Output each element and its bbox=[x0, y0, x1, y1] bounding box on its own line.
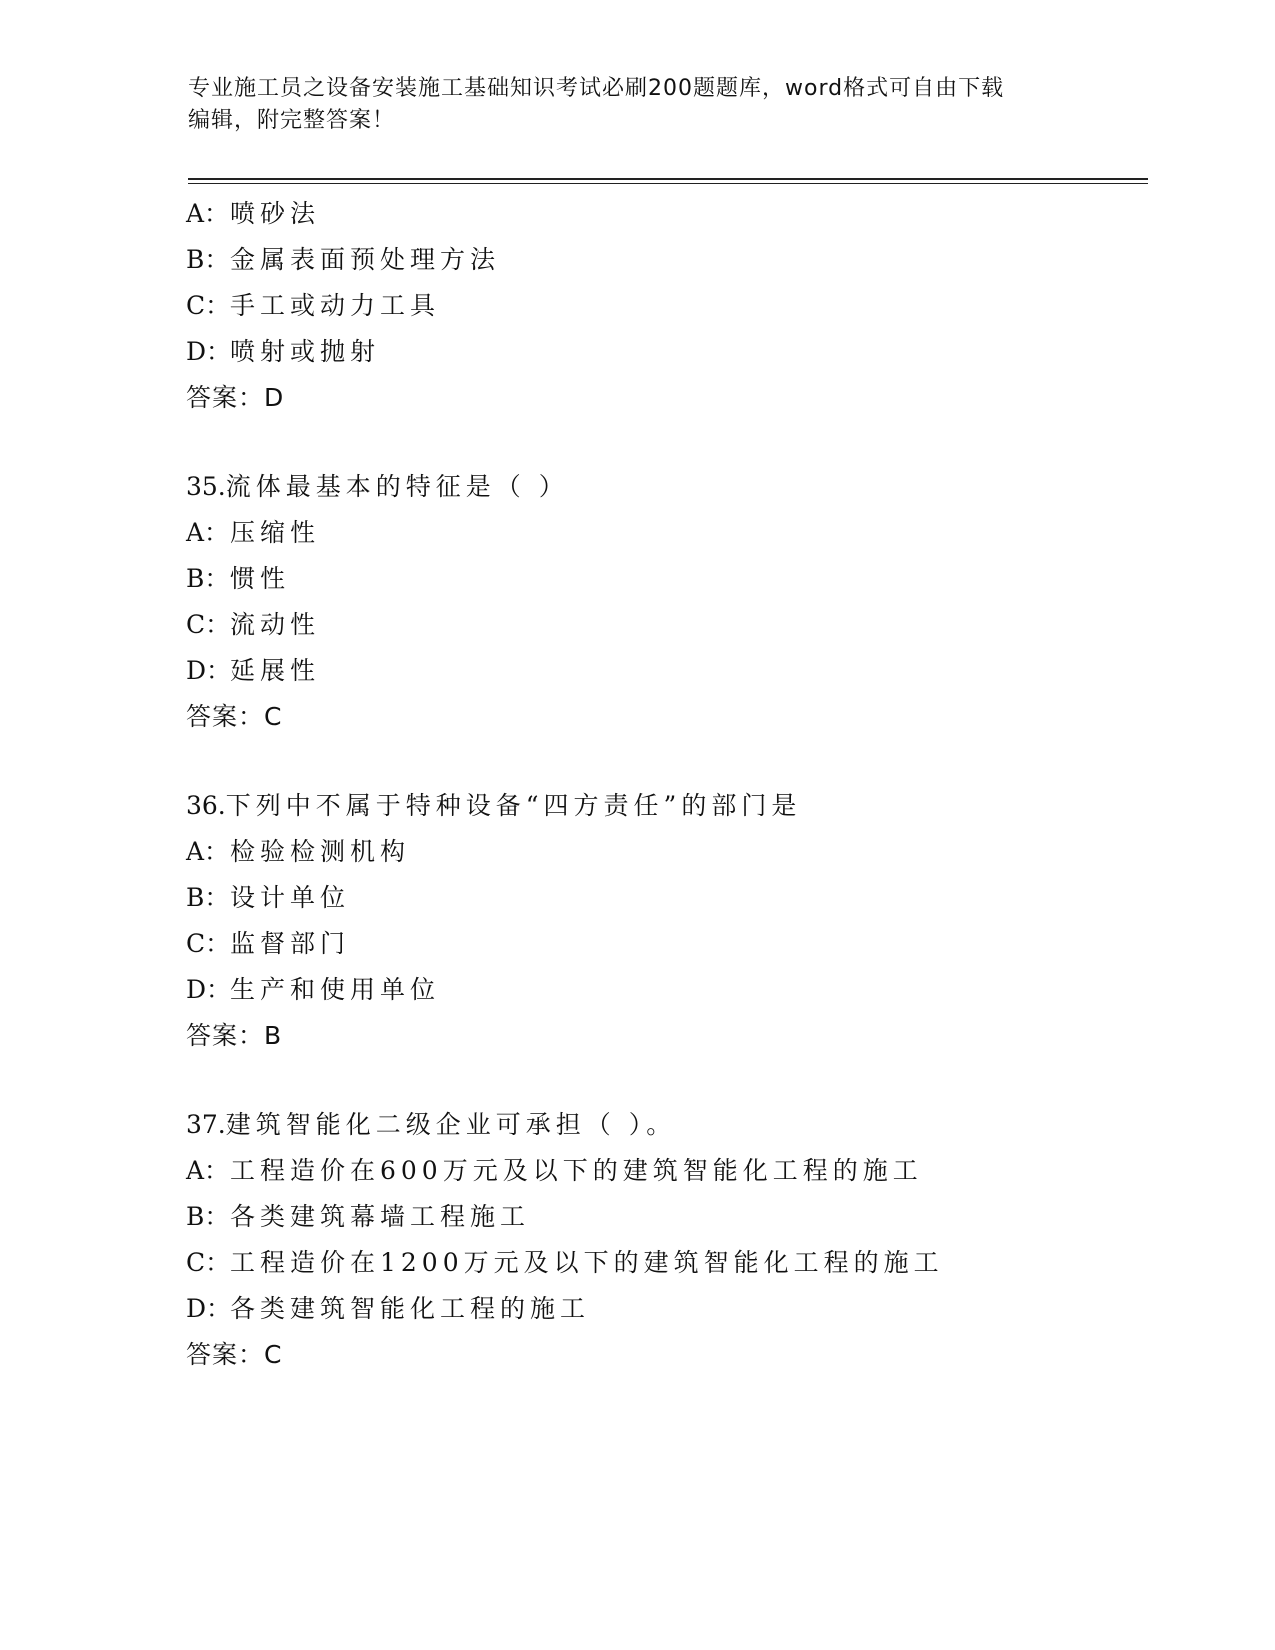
option-letter: C： bbox=[186, 291, 231, 320]
option-text: 工程造价在600万元及以下的建筑智能化工程的施工 bbox=[230, 1156, 923, 1185]
option-letter: D： bbox=[186, 1294, 232, 1323]
option-a bbox=[186, 510, 1146, 556]
option-text: 延展性 bbox=[230, 656, 321, 685]
header-divider-thin bbox=[188, 183, 1148, 184]
option-c bbox=[186, 921, 1146, 967]
option-text: 流动性 bbox=[230, 610, 321, 639]
answer-line: 答案：D bbox=[186, 383, 285, 412]
answer-line: 答案：B bbox=[186, 1021, 283, 1050]
option-letter: B： bbox=[186, 245, 230, 274]
header-title-line-1: 专业施工员之设备安装施工基础知识考试必刷200题题库，word格式可自由下载 bbox=[188, 76, 1005, 101]
question-number: 35. bbox=[186, 472, 226, 501]
option-a bbox=[186, 1148, 1146, 1194]
question-number: 37. bbox=[186, 1110, 226, 1139]
option-letter: D： bbox=[186, 337, 232, 366]
question-text: 下列中不属于特种设备“四方责任”的部门是 bbox=[225, 791, 802, 820]
option-letter: A： bbox=[186, 1156, 230, 1185]
question-list bbox=[186, 191, 1146, 1378]
option-a bbox=[186, 191, 1146, 237]
option-letter: A： bbox=[186, 199, 230, 228]
header-divider-thick bbox=[188, 178, 1148, 180]
option-text: 生产和使用单位 bbox=[230, 975, 441, 1004]
option-c bbox=[186, 1240, 1146, 1286]
option-letter: C： bbox=[186, 929, 231, 958]
option-text: 喷砂法 bbox=[230, 199, 321, 228]
option-d bbox=[186, 648, 1146, 694]
question-stem bbox=[186, 1102, 1146, 1148]
header-title-line-2: 编辑，附完整答案！ bbox=[188, 108, 396, 133]
option-letter: A： bbox=[186, 837, 230, 866]
question-text: 建筑智能化二级企业可承担（ ）。 bbox=[225, 1110, 677, 1139]
option-text: 惯性 bbox=[230, 564, 291, 593]
question-block-37 bbox=[186, 1102, 1146, 1378]
option-b bbox=[186, 1194, 1146, 1240]
option-text: 金属表面预处理方法 bbox=[230, 245, 501, 274]
option-text: 检验检测机构 bbox=[230, 837, 411, 866]
option-letter: D： bbox=[186, 975, 232, 1004]
option-text: 设计单位 bbox=[230, 883, 351, 912]
option-d bbox=[186, 1286, 1146, 1332]
option-letter: B： bbox=[186, 883, 230, 912]
option-c bbox=[186, 283, 1146, 329]
question-spacer bbox=[186, 1059, 1146, 1102]
question-spacer bbox=[186, 740, 1146, 783]
option-letter: B： bbox=[186, 1202, 230, 1231]
question-block-35 bbox=[186, 464, 1146, 740]
option-c bbox=[186, 602, 1146, 648]
document-header bbox=[188, 73, 1068, 137]
option-text: 喷射或抛射 bbox=[230, 337, 381, 366]
question-number: 36. bbox=[186, 791, 226, 820]
option-letter: D： bbox=[186, 656, 232, 685]
option-letter: C： bbox=[186, 610, 231, 639]
option-d bbox=[186, 329, 1146, 375]
option-letter: C： bbox=[186, 1248, 231, 1277]
option-text: 压缩性 bbox=[230, 518, 321, 547]
question-spacer bbox=[186, 421, 1146, 464]
option-a bbox=[186, 829, 1146, 875]
option-letter: B： bbox=[186, 564, 230, 593]
option-d bbox=[186, 967, 1146, 1013]
option-b bbox=[186, 556, 1146, 602]
option-text: 工程造价在1200万元及以下的建筑智能化工程的施工 bbox=[230, 1248, 944, 1277]
answer-line: 答案：C bbox=[186, 1340, 283, 1369]
option-text: 各类建筑智能化工程的施工 bbox=[230, 1294, 591, 1323]
question-text: 流体最基本的特征是（ ） bbox=[225, 472, 569, 501]
option-text: 各类建筑幕墙工程施工 bbox=[230, 1202, 531, 1231]
question-stem bbox=[186, 783, 1146, 829]
option-b bbox=[186, 875, 1146, 921]
question-block-36 bbox=[186, 783, 1146, 1059]
question-stem bbox=[186, 464, 1146, 510]
option-letter: A： bbox=[186, 518, 230, 547]
option-text: 手工或动力工具 bbox=[230, 291, 441, 320]
option-text: 监督部门 bbox=[230, 929, 351, 958]
answer-line: 答案：C bbox=[186, 702, 283, 731]
option-b bbox=[186, 237, 1146, 283]
question-block-34 bbox=[186, 191, 1146, 421]
